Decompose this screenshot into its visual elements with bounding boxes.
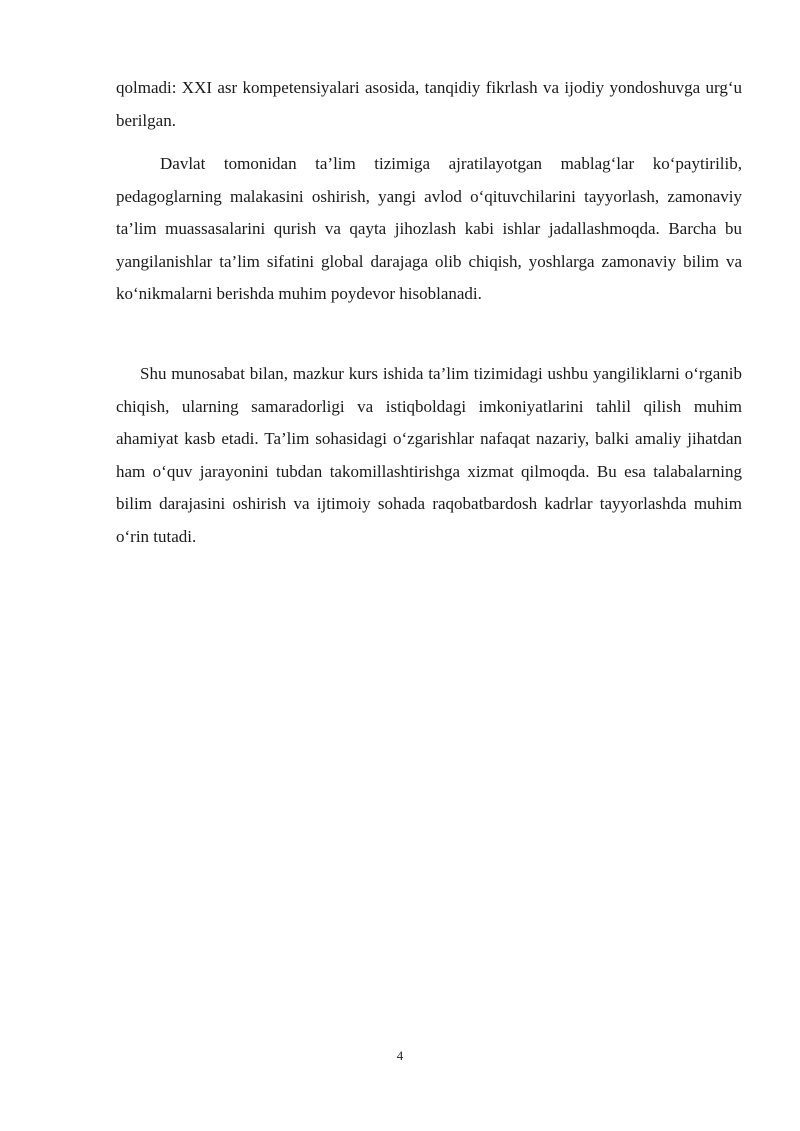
paragraph-course-work-purpose: Shu munosabat bilan, mazkur kurs ishida ta’lim tizimidagi ushbu yangiliklarni o‘rganib chiqish, ularning samaradorligi va istiqboldagi imkoniyatlarini tahlil qilish muhim ahamiyat kasb etadi. Ta’lim sohasidagi o‘zgarishlar nafaqat nazariy, balki amaliy jihatdan ham o‘quv jarayonini tubdan takomillashtirishga xizmat qilmoqda. Bu esa talabalarning bilim darajasini oshirish va ijtimoiy sohada raqobatbardosh kadrlar tayyorlashda muhim o‘rin tutadi. <box>116 364 742 546</box>
paragraph-continuation: qolmadi: XXI asr kompetensiyalari asosida, tanqidiy fikrlash va ijodiy yondoshuvga urg‘u berilgan. <box>116 78 742 130</box>
page-number: 4 <box>396 1048 404 1063</box>
paragraph-state-funding: Davlat tomonidan ta’lim tizimiga ajratilayotgan mablag‘lar ko‘paytirilib, pedagoglarning malakasini oshirish, yangi avlod o‘qituvchilarini tayyorlash, zamonaviy ta’lim muassasalarini qurish va qayta jihozlash kabi ishlar jadallashmoqda. Barcha bu yangilanishlar ta’lim sifatini global darajaga olib chiqish, yoshlarga zamonaviy bilim va ko‘nikmalarni berishda muhim poydevor hisoblanadi. <box>116 154 742 304</box>
